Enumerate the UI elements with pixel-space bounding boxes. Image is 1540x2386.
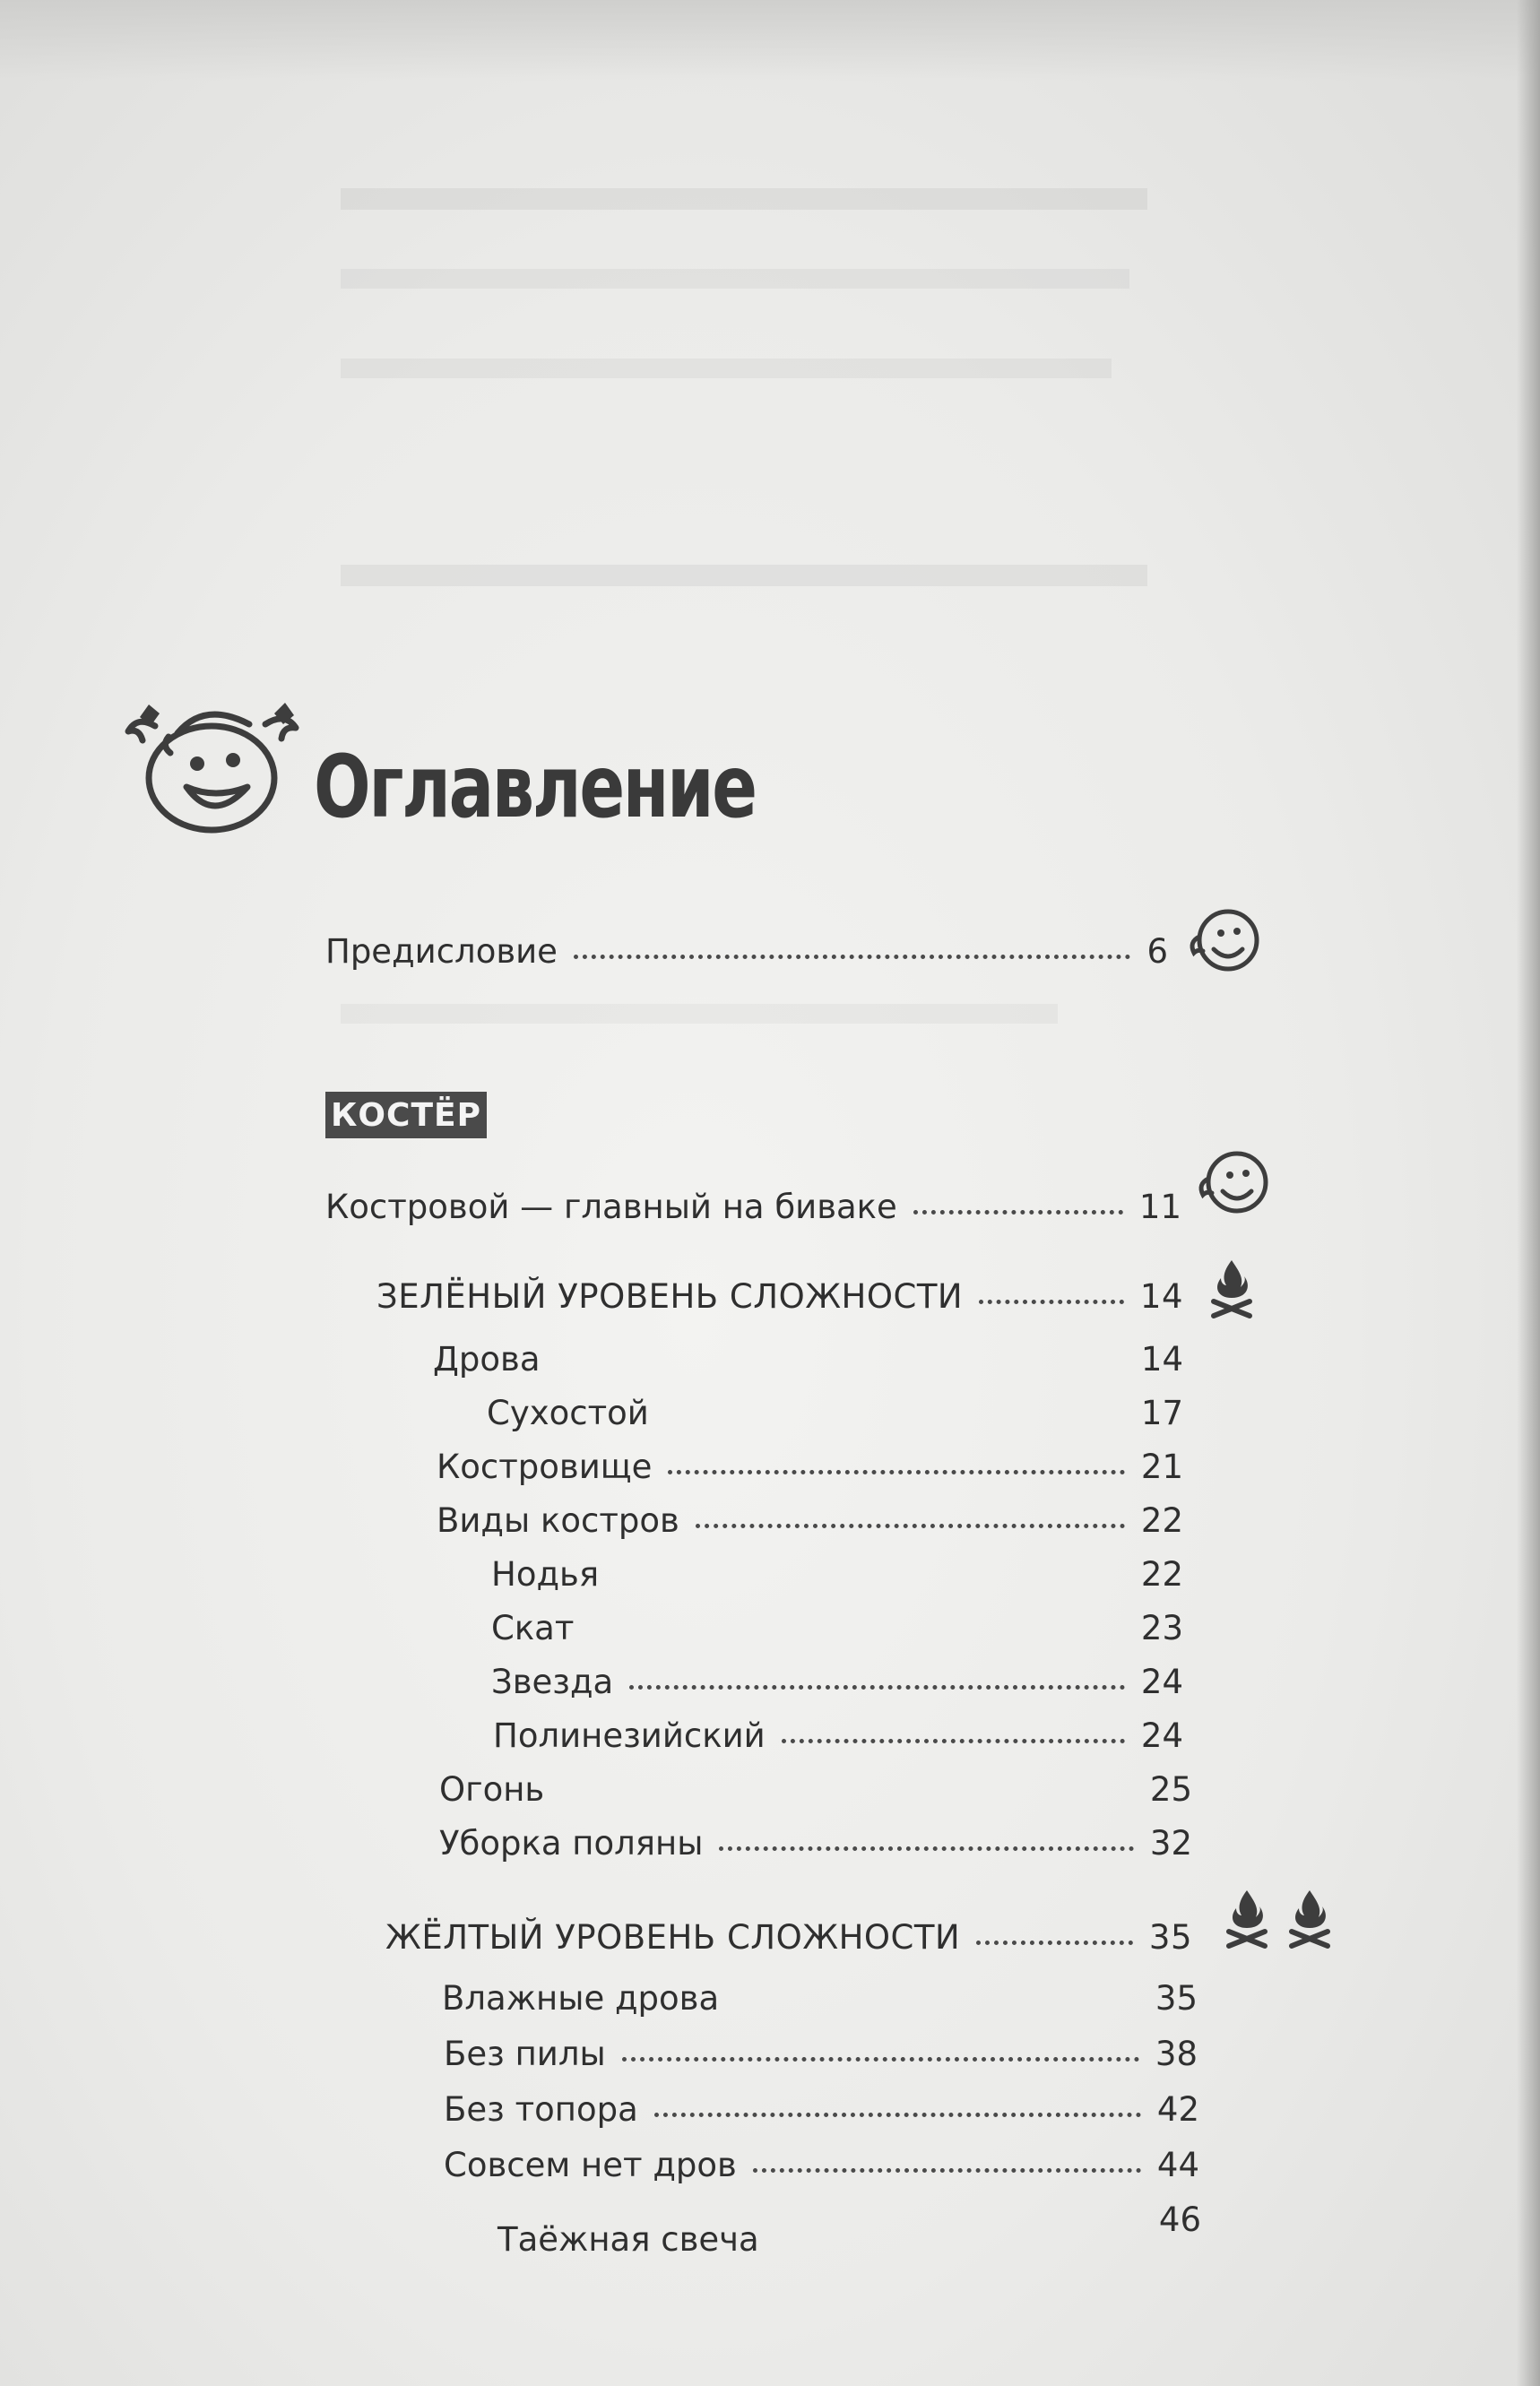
toc-entry[interactable] — [437, 1501, 1183, 1540]
toc-leader-dots — [622, 2056, 1139, 2062]
toc-entry-title: Полинезийский — [493, 1716, 766, 1755]
show-through-line — [341, 269, 1129, 289]
toc-entry[interactable] — [491, 1555, 1183, 1594]
toc-page-number: 35 — [1148, 1918, 1192, 1957]
toc-entry[interactable] — [487, 1394, 1183, 1432]
toc-entry[interactable] — [325, 1188, 1181, 1226]
toc-page-number: 42 — [1156, 2090, 1199, 2129]
toc-entry-title: Сухостой — [487, 1394, 649, 1432]
toc-entry-title: Таёжная свеча — [497, 2220, 759, 2259]
toc-page-number: 46 — [1158, 2200, 1201, 2239]
toc-leader-dots — [696, 1523, 1125, 1528]
toc-page-number: 17 — [1140, 1394, 1183, 1432]
toc-entry-title: Нодья — [491, 1555, 600, 1594]
toc-entry[interactable] — [444, 2035, 1198, 2073]
girl-face-mascot-icon — [115, 681, 303, 843]
toc-heading — [115, 681, 796, 860]
campfire-icon — [1208, 1257, 1255, 1319]
toc-entry[interactable] — [439, 1824, 1192, 1863]
toc-entry[interactable] — [433, 1340, 1183, 1379]
toc-page-number: 24 — [1140, 1663, 1183, 1701]
toc-page-number: 11 — [1138, 1188, 1181, 1226]
toc-leader-dots — [913, 1209, 1123, 1215]
toc-entry[interactable] — [491, 1663, 1183, 1701]
toc-page-number: 21 — [1140, 1448, 1183, 1486]
toc-entry[interactable] — [444, 2090, 1199, 2129]
toc-leader-dots — [976, 1940, 1133, 1945]
toc-page-number: 23 — [1140, 1609, 1183, 1647]
toc-entry[interactable] — [497, 2200, 1201, 2259]
toc-entry-title: Уборка поляны — [439, 1824, 704, 1863]
toc-entry-title: Звезда — [491, 1663, 614, 1701]
toc-entry-title: Без топора — [444, 2090, 638, 2129]
toc-entry[interactable] — [491, 1609, 1183, 1647]
page-right-shadow — [1517, 0, 1540, 2386]
toc-leader-dots — [753, 2167, 1141, 2173]
toc-entry[interactable] — [493, 1716, 1183, 1755]
toc-page-number: 14 — [1140, 1340, 1183, 1379]
toc-entry-title: ЗЕЛЁНЫЙ УРОВЕНЬ СЛОЖНОСТИ — [376, 1277, 964, 1316]
toc-page-number: 44 — [1156, 2146, 1199, 2184]
toc-entry-level[interactable] — [385, 1918, 1192, 1957]
toc-page-number: 25 — [1149, 1770, 1192, 1809]
toc-leader-dots — [654, 2112, 1141, 2117]
smiley-face-icon — [1192, 1143, 1273, 1223]
smiley-face-icon — [1183, 901, 1264, 981]
toc-entry-title: ЖЁЛТЫЙ УРОВЕНЬ СЛОЖНОСТИ — [385, 1918, 961, 1957]
show-through-line — [341, 188, 1147, 210]
toc-page-number: 32 — [1149, 1824, 1192, 1863]
toc-page-number: 22 — [1140, 1501, 1183, 1540]
toc-entry[interactable] — [439, 1770, 1192, 1809]
toc-entry-title: Влажные дрова — [442, 1979, 720, 2018]
show-through-line — [341, 565, 1147, 586]
toc-entry-title: Без пилы — [444, 2035, 606, 2073]
toc-entry-title: Огонь — [439, 1770, 545, 1809]
toc-entry-title: Костровище — [437, 1448, 653, 1486]
toc-leader-dots — [782, 1738, 1125, 1743]
page-top-shadow — [0, 0, 1540, 81]
campfire-icon — [1224, 1887, 1270, 1949]
toc-entry-title: Скат — [491, 1609, 575, 1647]
toc-page-number: 6 — [1146, 932, 1168, 971]
show-through-line — [341, 359, 1112, 378]
toc-entry[interactable] — [325, 932, 1168, 971]
toc-page-number: 14 — [1139, 1277, 1183, 1316]
toc-leader-dots — [979, 1299, 1124, 1304]
toc-leader-dots — [719, 1846, 1133, 1851]
toc-page-number: 24 — [1140, 1716, 1183, 1755]
section-badge: КОСТЁР — [325, 1092, 487, 1138]
show-through-line — [341, 1004, 1058, 1024]
toc-entry-title: Предисловие — [325, 932, 558, 971]
toc-leader-dots — [668, 1469, 1125, 1474]
toc-leader-dots — [629, 1684, 1125, 1690]
toc-entry[interactable] — [442, 1979, 1198, 2018]
toc-page-number: 22 — [1140, 1555, 1183, 1594]
toc-entry-title: Совсем нет дров — [444, 2146, 737, 2184]
toc-entry-title: Костровой — главный на биваке — [325, 1188, 897, 1226]
toc-entry-title: Дрова — [433, 1340, 541, 1379]
toc-entry[interactable] — [444, 2146, 1199, 2184]
toc-page-number: 38 — [1155, 2035, 1198, 2073]
toc-entry[interactable] — [437, 1448, 1183, 1486]
page-title: Оглавление — [314, 737, 756, 837]
toc-entry-level[interactable] — [376, 1277, 1183, 1316]
toc-page-number: 35 — [1155, 1979, 1198, 2018]
toc-entry-title: Виды костров — [437, 1501, 679, 1540]
campfire-icon — [1286, 1887, 1333, 1949]
toc-leader-dots — [574, 954, 1131, 959]
